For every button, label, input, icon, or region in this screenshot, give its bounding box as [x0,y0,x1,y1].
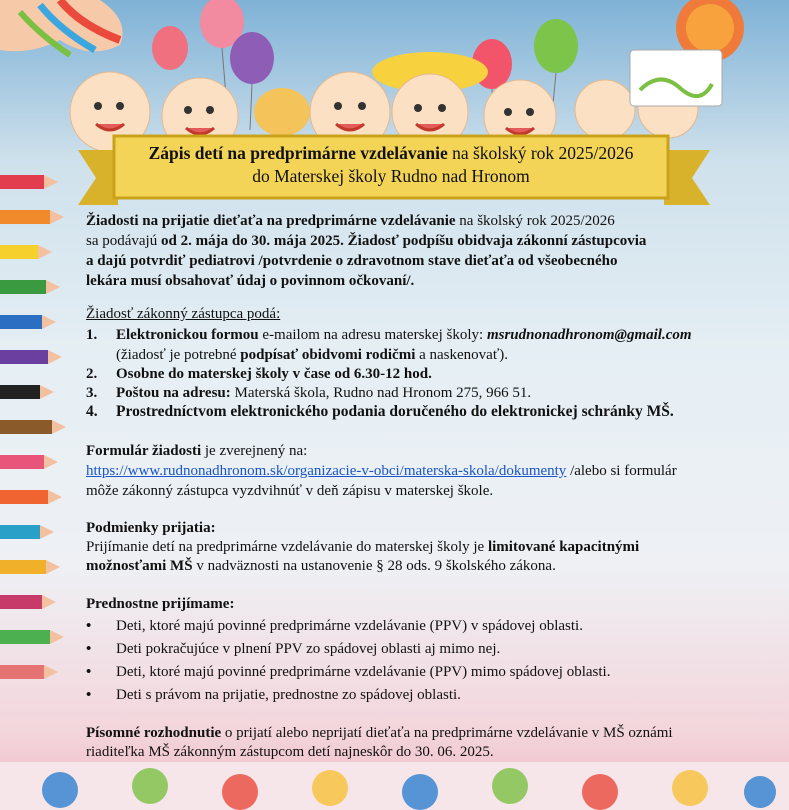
form-rest: je zverejnený na: [201,443,308,459]
list-item [86,639,500,659]
email-address[interactable]: msrudnonadhronom@gmail.com [486,327,692,343]
title-rest: na školský rok 2025/2026 [447,143,634,163]
form-line-3: môže zákonný zástupca vyzdvihnúť v deň zápisu v materskej škole. [86,483,494,499]
conditions-a: Prijímanie detí na predprimárne vzdelávanie do materskej školy je [86,539,488,555]
note-b: a naskenovať). [415,347,508,363]
page-title [118,136,664,198]
intro-line-1 [86,211,615,231]
intro-line-4: lekára musí obsahovať údaj o povinnom očkovaní/. [86,273,415,289]
submission-item-1 [86,325,692,345]
intro-line-3: a dajú potvrdiť pediatrovi /potvrdenie o zdravotnom stave dieťaťa od všeobecného [86,253,618,269]
intro-bold: Žiadosti na prijatie dieťaťa na predprimárne vzdelávanie [86,213,456,229]
title-bold: Zápis detí na predprimárne vzdelávanie [148,143,448,163]
submission-item-1-note [86,345,508,365]
priority-text: Deti, ktoré majú povinné predprimárne vzdelávanie (PPV) mimo spádovej oblasti. [116,664,611,680]
note-bold: podpísať obidvomi rodičmi [240,347,416,363]
decision-rest: o prijatí alebo neprijatí dieťaťa na predprimárne vzdelávanie v MŠ oznámi [221,725,673,741]
conditions-bold-2: možnosťami MŠ [86,558,193,574]
decision-bold: Písomné rozhodnutie [86,725,222,741]
item-number: 4. [86,403,98,420]
intro-p2-a: sa podávajú [86,233,161,249]
bullet: • [86,664,92,680]
form-line-2 [86,461,677,481]
conditions-rest: v nadväznosti na ustanovenie § 28 ods. 9 školského zákona. [192,558,556,574]
decision-line-2: riaditeľka MŠ zákonným zástupcom detí najneskôr do 30. 06. 2025. [86,744,494,760]
list-item [86,685,461,705]
intro-rest: na školský rok 2025/2026 [455,213,615,229]
decision-line-1 [86,723,673,743]
form-bold: Formulár žiadosti [86,443,202,459]
conditions-line-1 [86,537,639,557]
item-rest: e-mailom na adresu materskej školy: [258,327,487,343]
submission-heading: Žiadosť zákonný zástupca podá: [86,306,281,322]
title-line-2: do Materskej školy Rudno nad Hronom [252,166,530,186]
intro-p2-bold: od 2. mája do 30. mája 2025. Žiadosť podpíšu obidvaja zákonní zástupcovia [160,233,647,249]
list-item [86,616,583,636]
item-number: 2. [86,366,98,382]
title-line-1 [118,142,664,165]
conditions-line-2 [86,556,556,576]
item-bold: Poštou na adresu: [116,385,231,401]
form-line-1 [86,441,307,461]
item-bold: Elektronickou formou [116,327,259,343]
item-rest: Materská škola, Rudno nad Hronom 275, 966 51. [230,385,532,401]
bullet: • [86,641,92,657]
list-item [86,662,610,682]
submission-item-4 [86,402,674,422]
bullet: • [86,687,92,703]
conditions-heading: Podmienky prijatia: [86,520,216,536]
item-number: 1. [86,327,98,343]
form-link[interactable]: https://www.rudnonadhronom.sk/organizacie-v-obci/materska-skola/dokumenty [86,463,567,479]
bullet: • [86,618,92,634]
submission-item-3 [86,383,531,403]
item-bold: Osobne do materskej školy v čase od 6.30-12 hod. [116,366,432,382]
note-a: (žiadosť je potrebné [116,347,241,363]
submission-item-2 [86,364,432,384]
item-number: 3. [86,385,98,401]
priority-text: Deti pokračujúce v plnení PPV zo spádovej oblasti aj mimo nej. [116,641,501,657]
priority-text: Deti, ktoré majú povinné predprimárne vzdelávanie (PPV) v spádovej oblasti. [116,618,583,634]
priority-text: Deti s právom na prijatie, prednostne zo spádovej oblasti. [116,687,461,703]
form-after-link: /alebo si formulár [566,463,677,479]
item-bold: Prostredníctvom elektronického podania doručeného do elektronickej schránky MŠ. [116,403,674,420]
conditions-bold: limitované kapacitnými [487,539,640,555]
priority-heading: Prednostne prijímame: [86,596,235,612]
intro-line-2 [86,231,646,251]
